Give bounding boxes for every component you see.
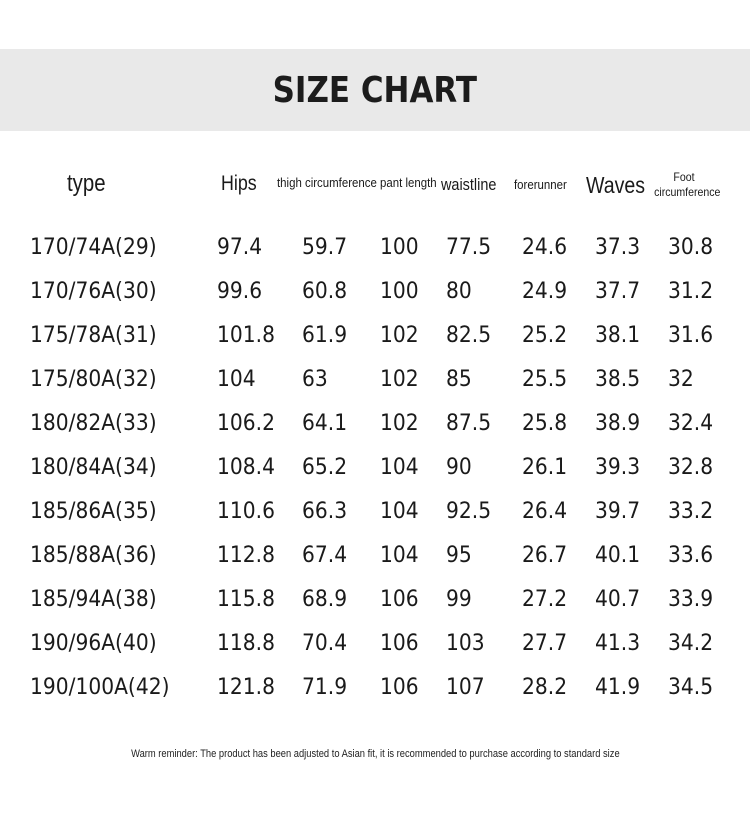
cell-waves: 41.9 bbox=[595, 675, 641, 700]
cell-size: 175/80A(32) bbox=[30, 367, 157, 392]
cell-thigh: 65.2 bbox=[302, 455, 348, 480]
cell-waistline: 85 bbox=[446, 367, 472, 392]
cell-waistline: 107 bbox=[446, 675, 485, 700]
header-waistline: waistline bbox=[441, 175, 497, 194]
header-waves: Waves bbox=[586, 172, 646, 198]
cell-thigh: 70.4 bbox=[302, 631, 348, 656]
cell-waistline: 87.5 bbox=[446, 411, 492, 436]
cell-thigh: 61.9 bbox=[302, 323, 348, 348]
table-row bbox=[0, 277, 750, 307]
cell-thigh: 71.9 bbox=[302, 675, 348, 700]
cell-forerunner: 25.2 bbox=[522, 323, 568, 348]
cell-forerunner: 27.7 bbox=[522, 631, 568, 656]
cell-foot: 33.9 bbox=[668, 587, 714, 612]
cell-pant-length: 106 bbox=[380, 675, 419, 700]
cell-waistline: 82.5 bbox=[446, 323, 492, 348]
cell-size: 190/96A(40) bbox=[30, 631, 157, 656]
cell-size: 185/94A(38) bbox=[30, 587, 157, 612]
warm-reminder-text: Warm reminder: The product has been adjusted to Asian fit, it is recommended to purchase according to standard size bbox=[130, 748, 620, 760]
cell-hips: 99.6 bbox=[217, 279, 263, 304]
cell-foot: 32 bbox=[668, 367, 694, 392]
cell-waistline: 92.5 bbox=[446, 499, 492, 524]
cell-hips: 115.8 bbox=[217, 587, 275, 612]
cell-pant-length: 102 bbox=[380, 367, 419, 392]
cell-size: 170/74A(29) bbox=[30, 235, 157, 260]
cell-waves: 38.5 bbox=[595, 367, 641, 392]
cell-hips: 121.8 bbox=[217, 675, 275, 700]
cell-foot: 33.6 bbox=[668, 543, 714, 568]
page-title: SIZE CHART bbox=[272, 69, 478, 111]
cell-waves: 40.1 bbox=[595, 543, 641, 568]
cell-forerunner: 28.2 bbox=[522, 675, 568, 700]
cell-hips: 104 bbox=[217, 367, 256, 392]
cell-hips: 97.4 bbox=[217, 235, 263, 260]
header-hips: Hips bbox=[221, 172, 257, 195]
cell-forerunner: 26.7 bbox=[522, 543, 568, 568]
cell-size: 185/86A(35) bbox=[30, 499, 157, 524]
cell-foot: 32.8 bbox=[668, 455, 714, 480]
cell-thigh: 67.4 bbox=[302, 543, 348, 568]
cell-hips: 110.6 bbox=[217, 499, 275, 524]
table-row bbox=[0, 497, 750, 527]
cell-thigh: 59.7 bbox=[302, 235, 348, 260]
cell-thigh: 68.9 bbox=[302, 587, 348, 612]
cell-pant-length: 102 bbox=[380, 411, 419, 436]
cell-waves: 37.7 bbox=[595, 279, 641, 304]
cell-foot: 31.2 bbox=[668, 279, 714, 304]
cell-pant-length: 104 bbox=[380, 499, 419, 524]
table-row bbox=[0, 233, 750, 263]
table-row bbox=[0, 365, 750, 395]
table-row bbox=[0, 541, 750, 571]
cell-waves: 39.3 bbox=[595, 455, 641, 480]
cell-waves: 38.1 bbox=[595, 323, 641, 348]
cell-thigh: 63 bbox=[302, 367, 328, 392]
cell-pant-length: 106 bbox=[380, 631, 419, 656]
cell-waistline: 80 bbox=[446, 279, 472, 304]
header-foot bbox=[654, 170, 721, 200]
cell-forerunner: 24.9 bbox=[522, 279, 568, 304]
cell-foot: 34.5 bbox=[668, 675, 714, 700]
cell-pant-length: 106 bbox=[380, 587, 419, 612]
cell-thigh: 66.3 bbox=[302, 499, 348, 524]
cell-waves: 37.3 bbox=[595, 235, 641, 260]
cell-pant-length: 104 bbox=[380, 543, 419, 568]
table-row bbox=[0, 453, 750, 483]
cell-pant-length: 104 bbox=[380, 455, 419, 480]
table-row bbox=[0, 629, 750, 659]
header-foot-line2: circumference bbox=[654, 185, 721, 199]
cell-size: 180/82A(33) bbox=[30, 411, 157, 436]
header-forerunner: forerunner bbox=[514, 177, 567, 192]
cell-waistline: 95 bbox=[446, 543, 472, 568]
cell-hips: 118.8 bbox=[217, 631, 275, 656]
cell-waistline: 103 bbox=[446, 631, 485, 656]
cell-hips: 101.8 bbox=[217, 323, 275, 348]
cell-waistline: 90 bbox=[446, 455, 472, 480]
table-row bbox=[0, 409, 750, 439]
cell-pant-length: 100 bbox=[380, 235, 419, 260]
cell-pant-length: 102 bbox=[380, 323, 419, 348]
header-thigh: thigh circumference bbox=[277, 175, 377, 190]
cell-hips: 112.8 bbox=[217, 543, 275, 568]
cell-forerunner: 25.5 bbox=[522, 367, 568, 392]
cell-hips: 108.4 bbox=[217, 455, 275, 480]
cell-forerunner: 26.1 bbox=[522, 455, 568, 480]
cell-size: 170/76A(30) bbox=[30, 279, 157, 304]
cell-waves: 39.7 bbox=[595, 499, 641, 524]
cell-waves: 40.7 bbox=[595, 587, 641, 612]
cell-forerunner: 26.4 bbox=[522, 499, 568, 524]
cell-size: 175/78A(31) bbox=[30, 323, 157, 348]
cell-foot: 33.2 bbox=[668, 499, 714, 524]
cell-size: 180/84A(34) bbox=[30, 455, 157, 480]
cell-size: 190/100A(42) bbox=[30, 675, 170, 700]
cell-thigh: 64.1 bbox=[302, 411, 348, 436]
cell-forerunner: 27.2 bbox=[522, 587, 568, 612]
cell-pant-length: 100 bbox=[380, 279, 419, 304]
cell-waves: 38.9 bbox=[595, 411, 641, 436]
cell-foot: 31.6 bbox=[668, 323, 714, 348]
cell-foot: 34.2 bbox=[668, 631, 714, 656]
cell-waistline: 77.5 bbox=[446, 235, 492, 260]
title-banner bbox=[0, 49, 750, 131]
cell-forerunner: 24.6 bbox=[522, 235, 568, 260]
table-row bbox=[0, 673, 750, 703]
table-row bbox=[0, 321, 750, 351]
warm-reminder bbox=[0, 748, 750, 760]
table-row bbox=[0, 585, 750, 615]
cell-forerunner: 25.8 bbox=[522, 411, 568, 436]
header-type: type bbox=[67, 170, 106, 197]
cell-foot: 32.4 bbox=[668, 411, 714, 436]
cell-thigh: 60.8 bbox=[302, 279, 348, 304]
header-foot-line1: Foot bbox=[673, 170, 695, 184]
cell-waves: 41.3 bbox=[595, 631, 641, 656]
cell-hips: 106.2 bbox=[217, 411, 275, 436]
cell-foot: 30.8 bbox=[668, 235, 714, 260]
cell-size: 185/88A(36) bbox=[30, 543, 157, 568]
header-pant-length: pant length bbox=[380, 175, 437, 190]
cell-waistline: 99 bbox=[446, 587, 472, 612]
